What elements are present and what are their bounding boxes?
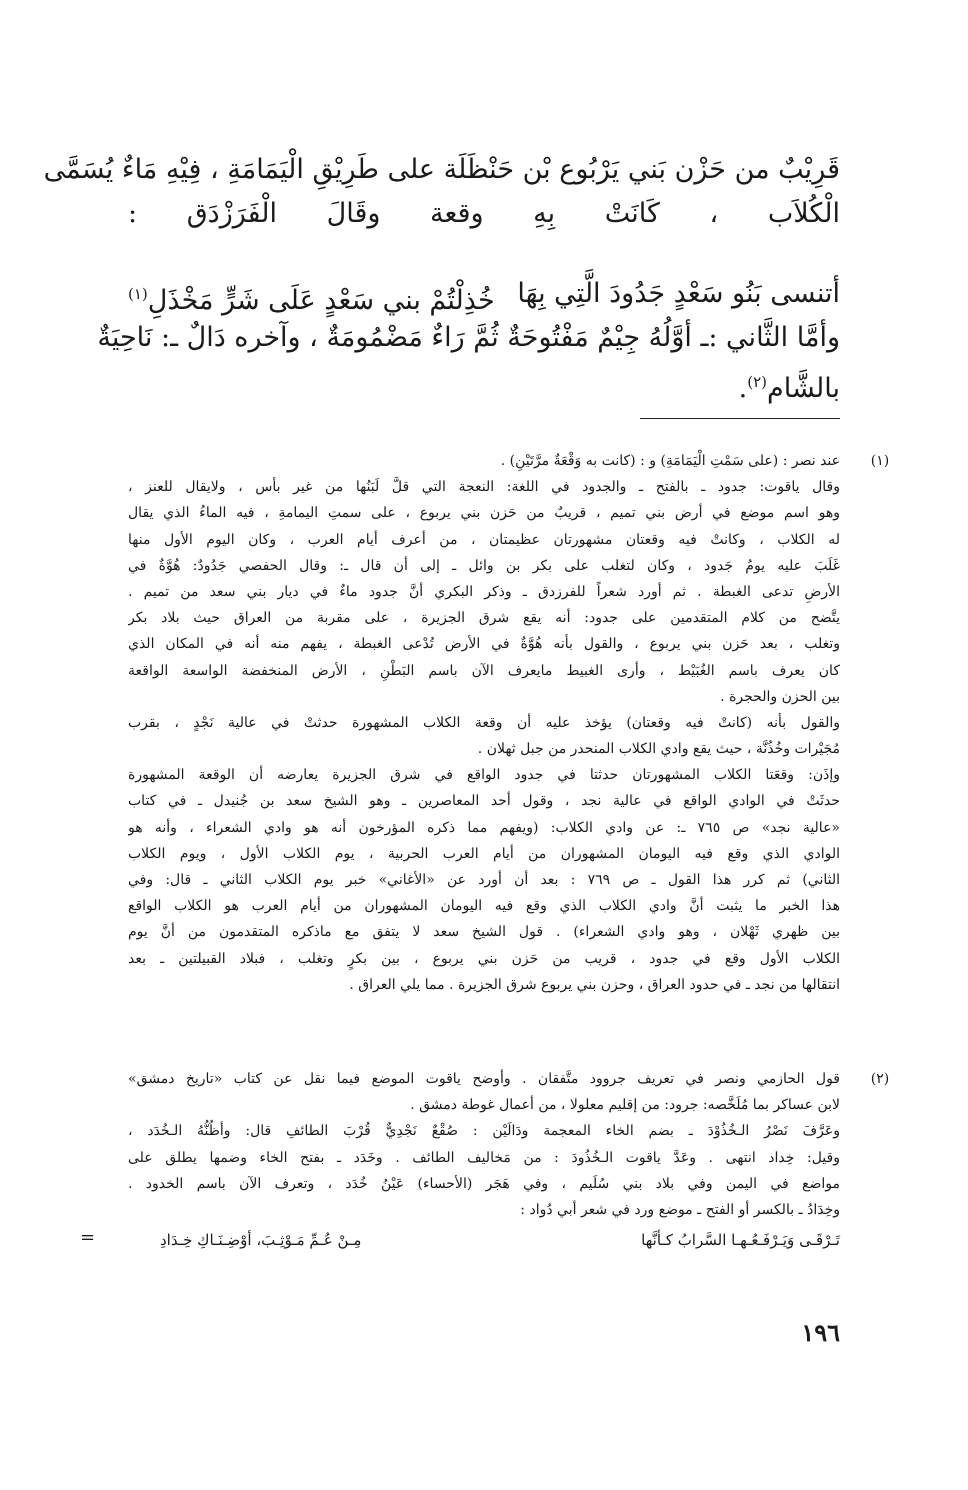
- footnote-2-number: (٢): [870, 1071, 890, 1087]
- footnote-line: وإذَن: وقعَتا الكلاب المشهورتان حدثتا في جدود الواقع في شرق الجزيرة يعارضه أن الوقعة المشهورة: [128, 767, 840, 784]
- footnote-line: كان يعرف باسم الغُبَيْط ، وأرى الغبيط مايعرف الآن باسم البَطْنِ ، الأرض المنخفضة الواسعة الواقعة: [128, 662, 840, 679]
- footnote-line: وقال ياقوت: جدود ـ بالفتح ـ والجدود في اللغة: النعجة التي قلَّ لَبَنُها من غير بأس ، ولايقال للعنز ،: [128, 479, 840, 496]
- footnote-line: الأرضِ تدعى الغبطة . ثم أورد شعراً للفرزدق ـ وذكر البكري أنَّ جدود ماءٌ في ديار بني سعد من تميم .: [128, 583, 840, 600]
- footnote-line: قول الحازمي ونصر في تعريف جروود متَّفقان . وأوضح ياقوت الموضع فيما نقل عن كتاب «تاريخ دمشق»: [128, 1071, 840, 1087]
- footnote-line: بين ظهري ثَهْلان ، وهو وادي الشعراء) . قول الشيخ سعد لا يتفق مع ماذكره المتقدمون من أنَّ يوم: [128, 924, 840, 941]
- footnote-line: انتقالها من نجد ـ في حدود العراق ، وحزن بني يربوع شرق الجزيرة . مما يلي العراق .: [349, 976, 840, 993]
- footnote-line: يتَّضح من كلام المتقدمين على جدود: أنه يقع شرق الجزيرة ، على مقربة من العراق حيث بلاد بكر: [128, 610, 840, 627]
- footnote-line: لابن عساكر بما مُلَخَّصه: جرود: من إقليم معلولا ، من أعمال غوطة دمشق .: [410, 1097, 840, 1114]
- footnote-ref-2: (٢): [747, 373, 767, 391]
- footnote-line: مواضع في اليمن وفي بلاد بني سُلَيم ، وفي هَجَر (الأحساء) عَيْنُ خُدَد ، وتعرف الآن باسم الخدود .: [128, 1175, 840, 1192]
- poetry-verse: [128, 274, 840, 321]
- main-text-line-5-content: بالشَّام: [767, 373, 840, 404]
- footnote-poetry-verse: [160, 1226, 840, 1254]
- footnote-line: بين الحزن والحجرة .: [720, 688, 840, 705]
- footnote-line: هذا الخبر ما يثبت أنَّ وادي الكلاب الذي وقع فيه اليومان المشهوران من أيام العرب هو الكلاب الواقع: [128, 898, 840, 915]
- footnote-line: وخِدَادُ ـ بالكسر أو الفتح ـ موضع ورد في شعر أبي دُواد :: [520, 1201, 840, 1218]
- footnote-1: [128, 448, 890, 998]
- footnote-line: حدثَتْ في الوادي الواقع في عالية نجد ، وقول أحد المعاصرين ـ وهو الشيخ سعد بن جُنيدل ـ في كتاب: [128, 793, 840, 810]
- footnote-line: له الكلاب ، وكانتْ فيه وقعتان مشهورتان عظيمتان ، من أعرف أيام العرب ، وكان اليوم الأول منها: [128, 531, 840, 548]
- footnote-separator: [640, 418, 840, 419]
- footnote-line: وتغلب ، بعد حَزن بني يربوع ، والقول بأنه هُوَّةٌ في الأرض تُدْعى الغبطة ، يفهم منه أنه في المكان الذي: [128, 636, 840, 653]
- verse-hemistich-2-text: خُذِلْتُمْ بني سَعْدٍ عَلَى شَرٍّ مَخْذَلِ: [147, 285, 495, 316]
- main-text-line-1: قَرِيْبٌ من حَزْن بَني يَرْبُوع بْن حَنْظَلَة على طَرِيْقِ الْيَمَامَةِ ، فِيْهِ مَاءٌ يُسَمَّى: [43, 154, 840, 185]
- page-number: ١٩٦: [801, 1318, 840, 1347]
- verse-hemistich-2: [128, 274, 495, 321]
- footnote-line: الثاني) ثم كرر هذا القول ـ ص ٧٦٩ : بعد أن أورد عن «الأغاني» خبر يوم الكلاب الثاني ـ قال: وفي: [128, 872, 840, 888]
- footnote-line: والقول بأنه (كانتْ فيه وقعتان) يؤخذ عليه أن وقعة الكلاب المشهورة حدثتْ في عالية نَجْدٍ ، بقرب: [128, 714, 840, 731]
- footnote-line: عند نصر : (على سَمْتِ الْيَمَامَةِ) و : (كانت به وَقْعَةٌ مرَّتَيْنِ) .: [500, 453, 840, 469]
- footnote-verse-hemistich-1: تَـرْقَـى وَيَـرْفَـعُـهـا السَّرابُ كـأنَّها: [641, 1231, 840, 1249]
- footnote-ref-1: (١): [128, 285, 148, 303]
- footnote-1-number: (١): [870, 453, 890, 469]
- main-text-line-2-content: الْكُلاَب ، كَانَتْ بِهِ وقعة وقَالَ الْفَرَزْدَق :: [128, 198, 840, 229]
- verse-hemistich-1: أتنسى بَنُو سَعْدٍ جَدُودَ الَّتِي بِهَا: [517, 278, 840, 309]
- main-text-line-5-end: .: [738, 373, 748, 404]
- footnote-line: وعَرَّفَ نَصْرُ الـخُذُوْدَ ـ بضم الخاء المعجمة ودَالَيْن : صُقْعٌ نَجْدِيٌّ قُرْبَ الطائفِ قال: وأظُنُّهُ الـخُدَد ،: [128, 1123, 840, 1140]
- footnote-verse-hemistich-2: مِـنْ عُـمِّ مَـوْثِـبَ، أوْضِـنَـاكِ خِـدَادِ: [160, 1231, 362, 1249]
- footnote-line: الوادي الذي وقع فيه اليومان المشهوران من أيام العرب الحربية ، يوم الكلاب الأول ، ويوم الكلاب: [128, 845, 840, 862]
- footnote-line: «عالية نجد» ص ٧٦٥ ـ: عن وادي الكلاب: (ويفهم مما ذكره المؤرخون أنه هو وادي الشعراء ، وأنه هو: [128, 819, 840, 836]
- main-text-line-5: [128, 362, 840, 409]
- footnote-line: وقيل: خِداد انتهى . وعَدَّ ياقوت الـخُذُودَ : من مَخاليف الطائف . وخَدَد ـ بفتح الخاء وضمها يطلق على: [128, 1149, 840, 1166]
- footnote-2: [128, 1066, 890, 1223]
- main-text-line-4: وأمَّا الثَّاني :ـ أوَّلُهُ جِيْمٌ مَفْتُوحَةٌ ثُمَّ رَاءٌ مَضْمُومَةٌ ، وآخره دَالٌ ـ: نَاحِيَةٌ: [97, 322, 840, 353]
- footnote-line: الكلاب الأول وقع في جدود ، قريب من حَزن بني يربوع ، بين بكرٍ وتغلب ، فبلاد القبيلتين ـ بعد: [128, 950, 840, 967]
- footnote-line: وهو اسم موضع في أرض بني تميم ، قريبٌ من حَزن بني يربوع ، على سمتِ اليمامةِ ، فيه الماءُ الذي يقال: [128, 505, 840, 522]
- footnote-line: غَلَبَ عليه يومُ جَدود ، وكان لتغلب على بكر بن وائل ـ إلى أن قال ـ: وقال الحفصي جَدُودٌ: هُوَّةٌ في: [128, 557, 840, 574]
- continuation-mark: =: [80, 1227, 96, 1248]
- main-text-line-2: [128, 194, 840, 234]
- footnote-line: مُجَيْرات وخُذُنَّة ، حيث يقع وادي الكلاب المنحدر من جبل ثهلان .: [477, 741, 840, 758]
